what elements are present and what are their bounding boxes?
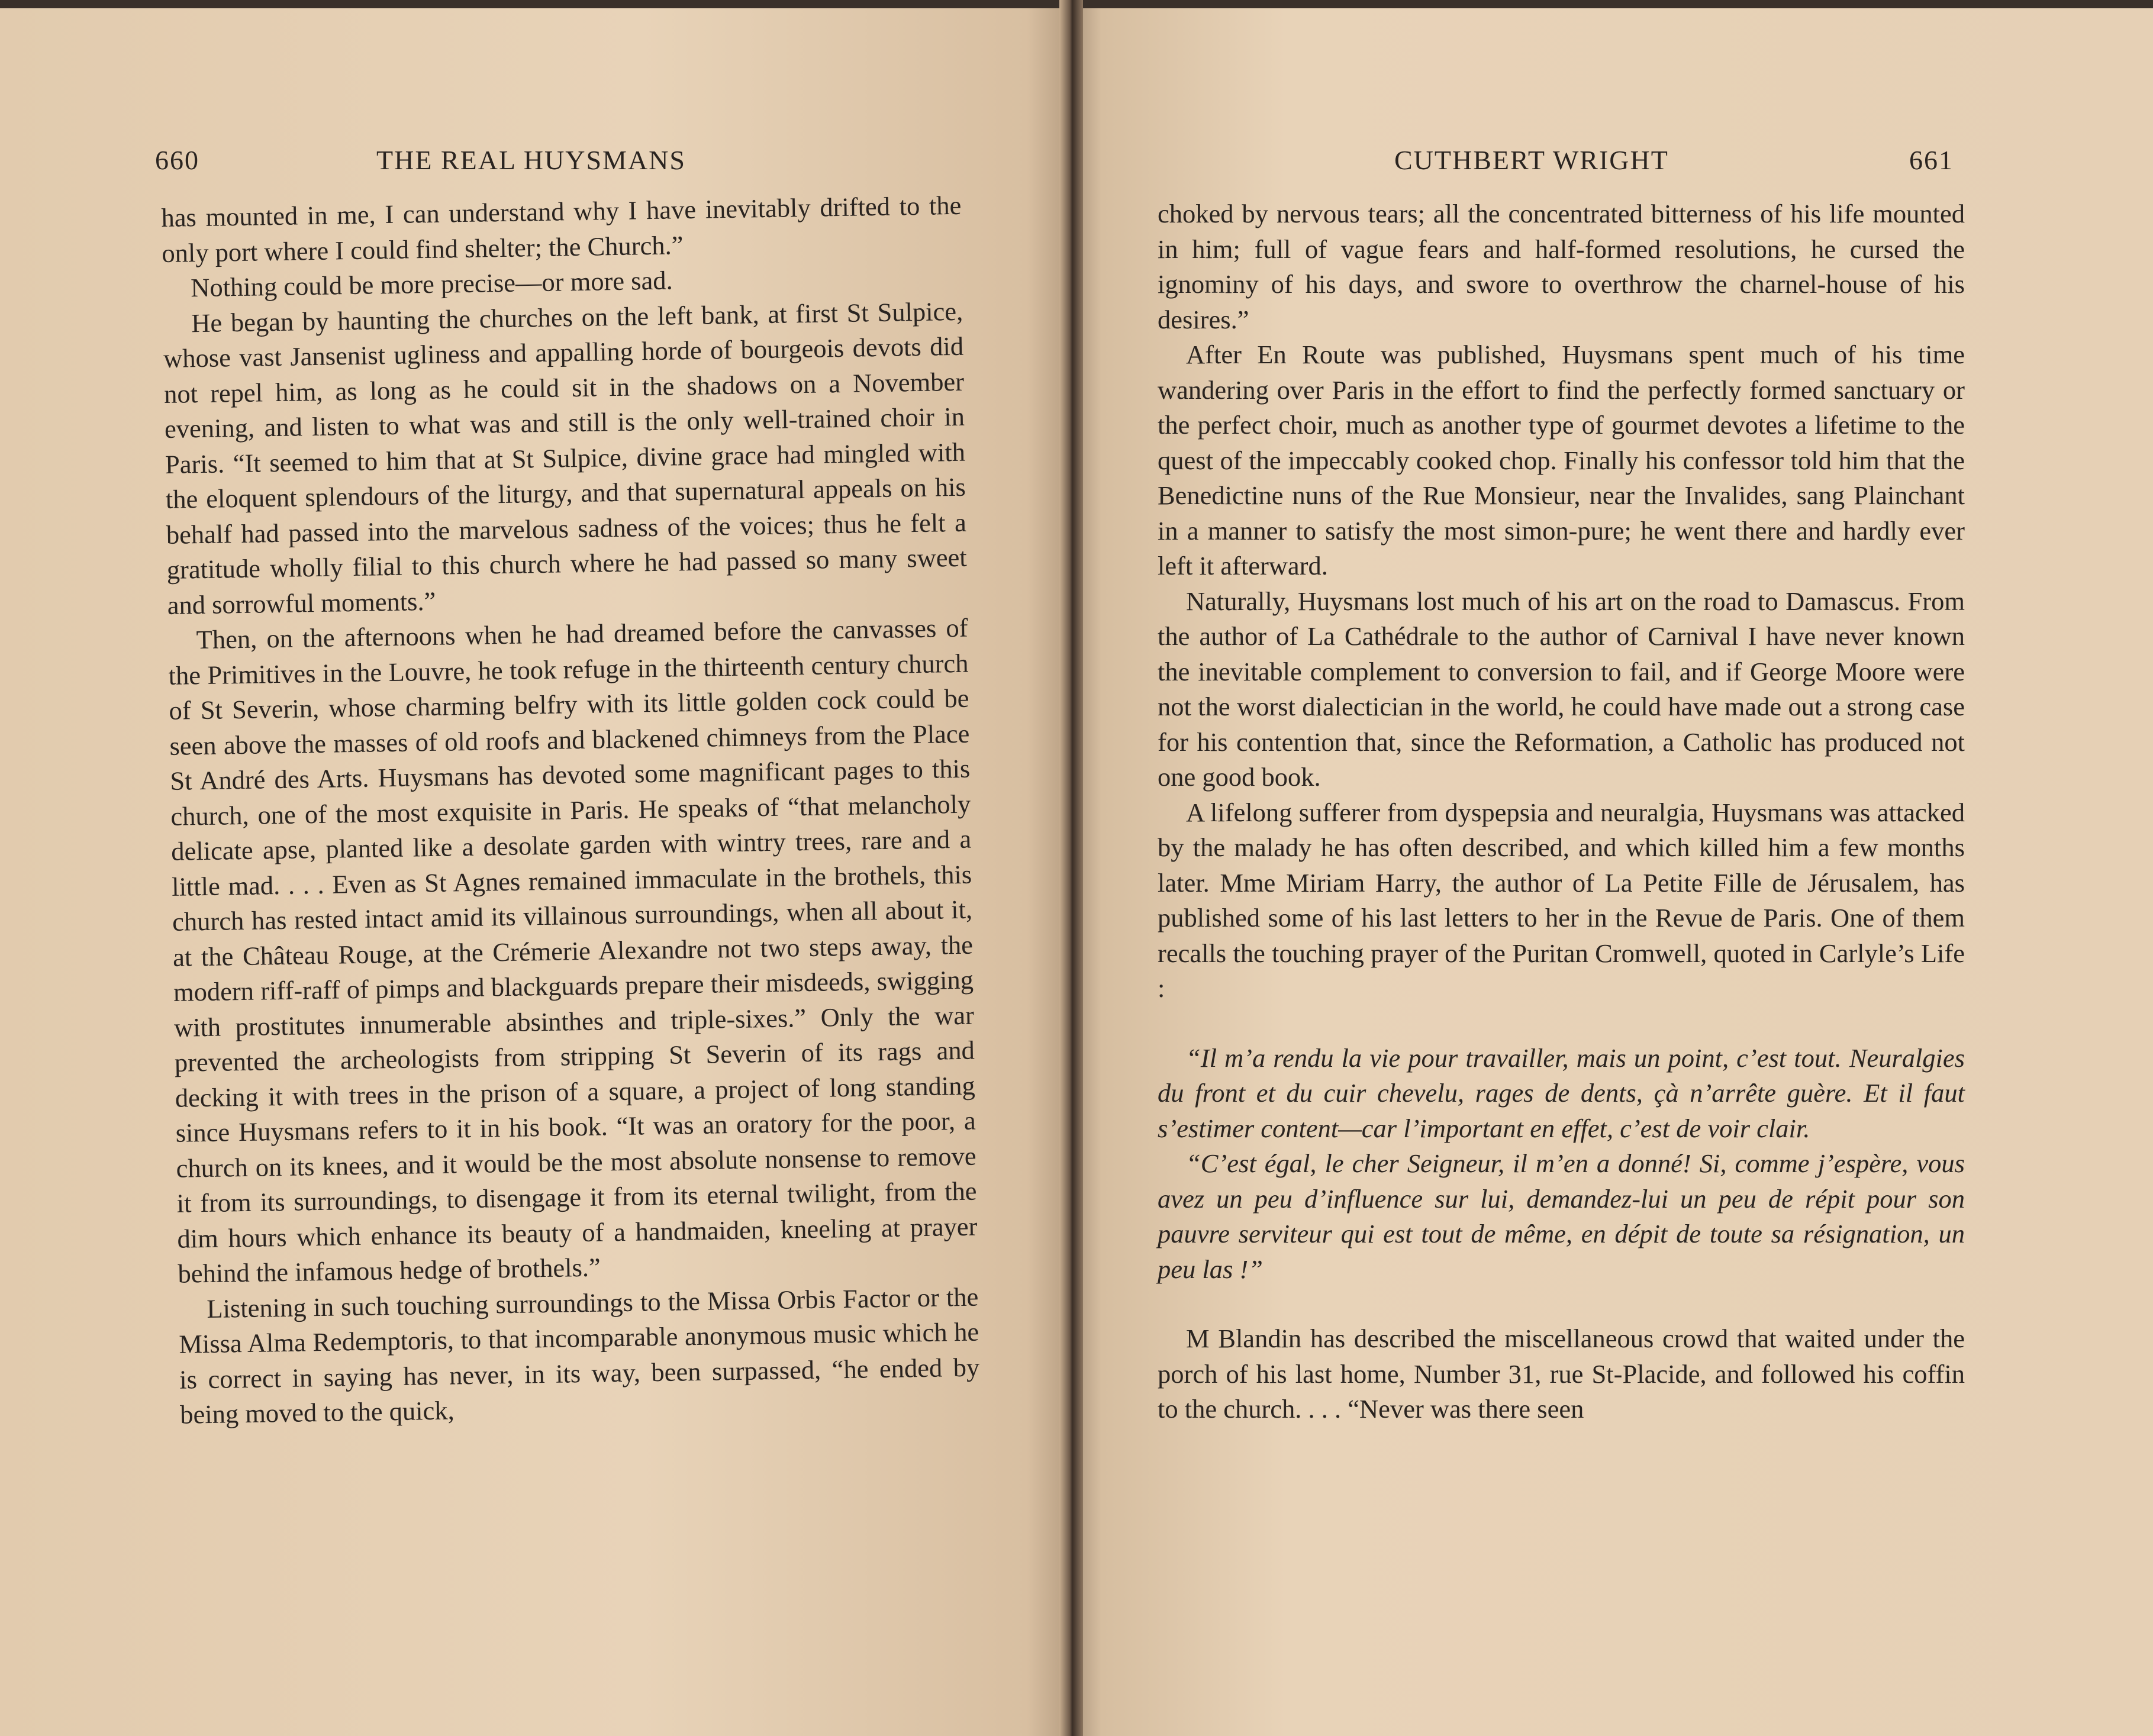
right-paragraph-4: A lifelong sufferer from dyspepsia and neuralgia, Huysmans was attacked by the malady he has often described, and which killed him a few months later. Mme Miriam Harry, the author of La Petite Fille de Jérusalem, has published some of his last letters to her in the Revue de Paris. One of them recalls the touching prayer of the Puritan Cromwell, quoted in Carlyle’s Life : — [1158, 797, 1965, 1003]
right-body-text — [1158, 196, 1965, 1427]
page-number-right: 661 — [1909, 145, 1954, 175]
right-paragraph-2: After En Route was published, Huysmans spent much of his time wandering over Paris in the effort to find the perfectly formed sanctuary or the perfect choir, much as another type of gourmet devotes a lifetime to the quest of the impeccably cooked chop. Finally his confessor told him that the Benedictine nuns of the Rue Monsieur, near the Invalides, sang Plainchant in a manner to satisfy the most simon-pure; he went there and hardly ever left it afterward. — [1158, 340, 1965, 580]
left-paragraph-5: Listening in such touching surroundings to the Missa Orbis Factor or the Missa Alma Redemptoris, to that incomparable anonymous music which he is correct in saying has never, in its way, been surpassed, “he ended by being moved to the quick, — [178, 1282, 980, 1430]
left-paragraph-3: He began by haunting the churches on the left bank, at first St Sulpice, whose vast Jansenist ugliness and appalling horde of bourgeois devots did not repel him, as long as he could sit in the shadows on a November evening, and listen to what was and still is the only well-trained choir in Paris. “It seemed to him that at St Sulpice, divine grace had mingled with the eloquent splendours of the liturgy, and that supernatural appeals on his behalf had passed into the marvelous sadness of the voices; thus he felt a gratitude wholly filial to this church where he had passed so many sweet and sorrowful moments.” — [163, 296, 968, 620]
spacer — [1158, 1287, 1965, 1321]
left-paragraph-1: has mounted in me, I can understand why I have inevitably drifted to the only port where I could find shelter; the Church.” — [161, 190, 962, 268]
quote-1: “Il m’a rendu la vie pour travailler, mais un point, c’est tout. Neuralgies du front et du cuir chevelu, rages de dents, çà n’arrête guère. Et il faut s’estimer content—car l’important en effet, c’est de voir clair. — [1158, 1043, 1965, 1143]
quote-2: “C’est égal, le cher Seigneur, il m’en a donné! Si, comme j’espère, vous avez un peu d’influence sur lui, demandez-lui un peu de répit pour son pauvre serviteur qui est tout de même, en dépit de toute sa résignation, un peu las !” — [1158, 1148, 1965, 1284]
left-paragraph-2: Nothing could be more precise—or more sad. — [190, 265, 673, 303]
running-head-left: THE REAL HUYSMANS — [376, 145, 686, 175]
right-closing-paragraph: M Blandin has described the miscellaneous crowd that waited under the porch of his last home, Number 31, rue St-Placide, and followed his coffin to the church. . . . “Never was there seen — [1158, 1324, 1965, 1424]
left-body-text — [161, 188, 981, 1432]
left-page — [0, 8, 1070, 1736]
spacer — [1158, 1006, 1965, 1041]
book-gutter — [1059, 0, 1083, 1736]
left-paragraph-4: Then, on the afternoons when he had dreamed before the canvasses of the Primitives in the Louvre, he took refuge in the thirteenth century church of St Severin, whose charming belfry with its little golden cock could be seen above the masses of old roofs and blackened chimneys from the Place St André des Arts. Huysmans has devoted some magnificant pages to this church, one of the most exquisite in Paris. He speaks of “that melancholy delicate apse, planted like a desolate garden with wintry trees, rare and a little mad. . . . Even as St Agnes remained immaculate in the brothels, this church has rested intact amid its villainous surroundings, when all about it, at the Château Rouge, at the Crémerie Alexandre not two steps away, the modern riff-raff of pimps and blackguards prepare their misdeeds, swigging with prostitutes innumerable absinthes and triple-sixes.” Only the war prevented the archeologists from stripping St Severin of its rags and decking it with trees in the prison of a square, a project of long standing since Huysmans refers to it in his book. “It was an oratory for the poor, a church on its knees, and it would be the most absolute nonsense to remove it from its surroundings, to disengage it from its eternal twilight, from the dim hours which enhance its beauty of a handmaiden, kneeling at prayer behind the infamous hedge of brothels.” — [168, 612, 978, 1289]
right-page — [1069, 8, 2153, 1736]
right-paragraph-1: choked by nervous tears; all the concentrated bitterness of his life mounted in him; full of vague fears and half-formed resolutions, he cursed the ignominy of his days, and swore to overthrow the charnel-house of his desires.” — [1158, 199, 1965, 334]
page-number-left: 660 — [155, 145, 199, 175]
right-paragraph-3: Naturally, Huysmans lost much of his art on the road to Damascus. From the author of La Cathédrale to the author of Carnival I have never known the inevitable complement to conversion to fail, and if George Moore were not the worst dialectician in the world, he could have made out a strong case for his contention that, since the Reformation, a Catholic has produced not one good book. — [1158, 586, 1965, 792]
running-head-right: CUTHBERT WRIGHT — [1394, 145, 1669, 175]
